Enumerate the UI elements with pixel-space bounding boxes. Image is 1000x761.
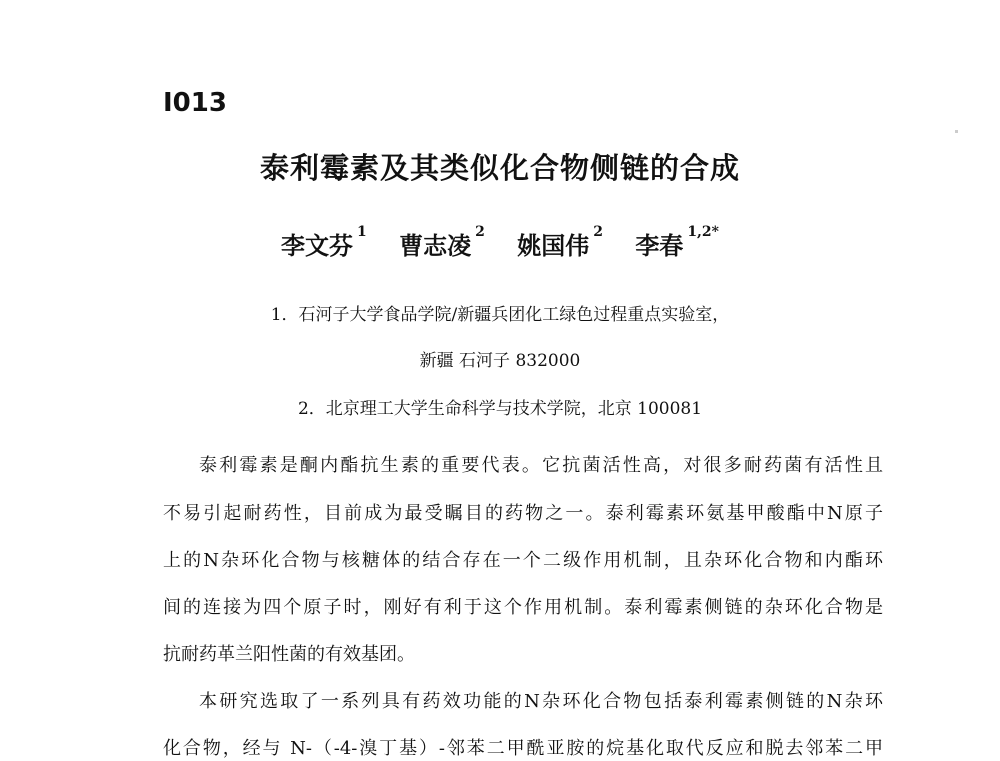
author <box>281 226 367 261</box>
author-affiliation-mark: 1,2* <box>687 224 719 240</box>
paragraph-line: 泰利霉素是酮内酯抗生素的重要代表。它抗菌活性高，对很多耐药菌有活性且 <box>199 455 883 476</box>
author-affiliation-mark: 1 <box>356 224 367 240</box>
paragraph-line: 化合物，经与 N-（-4-溴丁基）-邻苯二甲酰亚胺的烷基化取代反应和脱去邻苯二甲 <box>163 738 883 759</box>
paragraph-line: 上的N杂环化合物与核糖体的结合存在一个二级作用机制，且杂环化合物和内酯环 <box>163 550 883 571</box>
author-affiliation-mark: 2 <box>475 224 485 240</box>
author-name: 李春 <box>635 231 684 260</box>
paragraph-line: 间的连接为四个原子时，刚好有利于这个作用机制。泰利霉素侧链的杂环化合物是 <box>163 597 883 618</box>
affiliation-1-location: 新疆 石河子 832000 <box>419 351 581 371</box>
author-affiliation-mark: 2 <box>593 224 603 240</box>
paragraph-line: 不易引起耐药性，目前成为最受瞩目的药物之一。泰利霉素环氨基甲酸酯中N原子 <box>163 503 883 524</box>
paragraph-line: 本研究选取了一系列具有药效功能的N杂环化合物包括泰利霉素侧链的N杂环 <box>199 691 883 712</box>
author <box>517 226 603 261</box>
scan-speck <box>955 130 958 133</box>
paper-title: 泰利霉素及其类似化合物侧链的合成 <box>259 151 740 185</box>
page-number: I013 <box>163 88 227 118</box>
affiliation-2: 2．北京理工大学生命科学与技术学院，北京 100081 <box>297 399 703 419</box>
affiliation-1: 1．石河子大学食品学院/新疆兵团化工绿色过程重点实验室， <box>270 305 730 325</box>
author <box>399 226 485 261</box>
paragraph-line: 抗耐药革兰阳性菌的有效基团。 <box>163 644 415 665</box>
author-list <box>0 226 1000 261</box>
author <box>635 226 719 261</box>
author-name: 姚国伟 <box>517 231 590 260</box>
author-name: 李文芬 <box>280 231 353 260</box>
author-name: 曹志凌 <box>399 231 472 260</box>
